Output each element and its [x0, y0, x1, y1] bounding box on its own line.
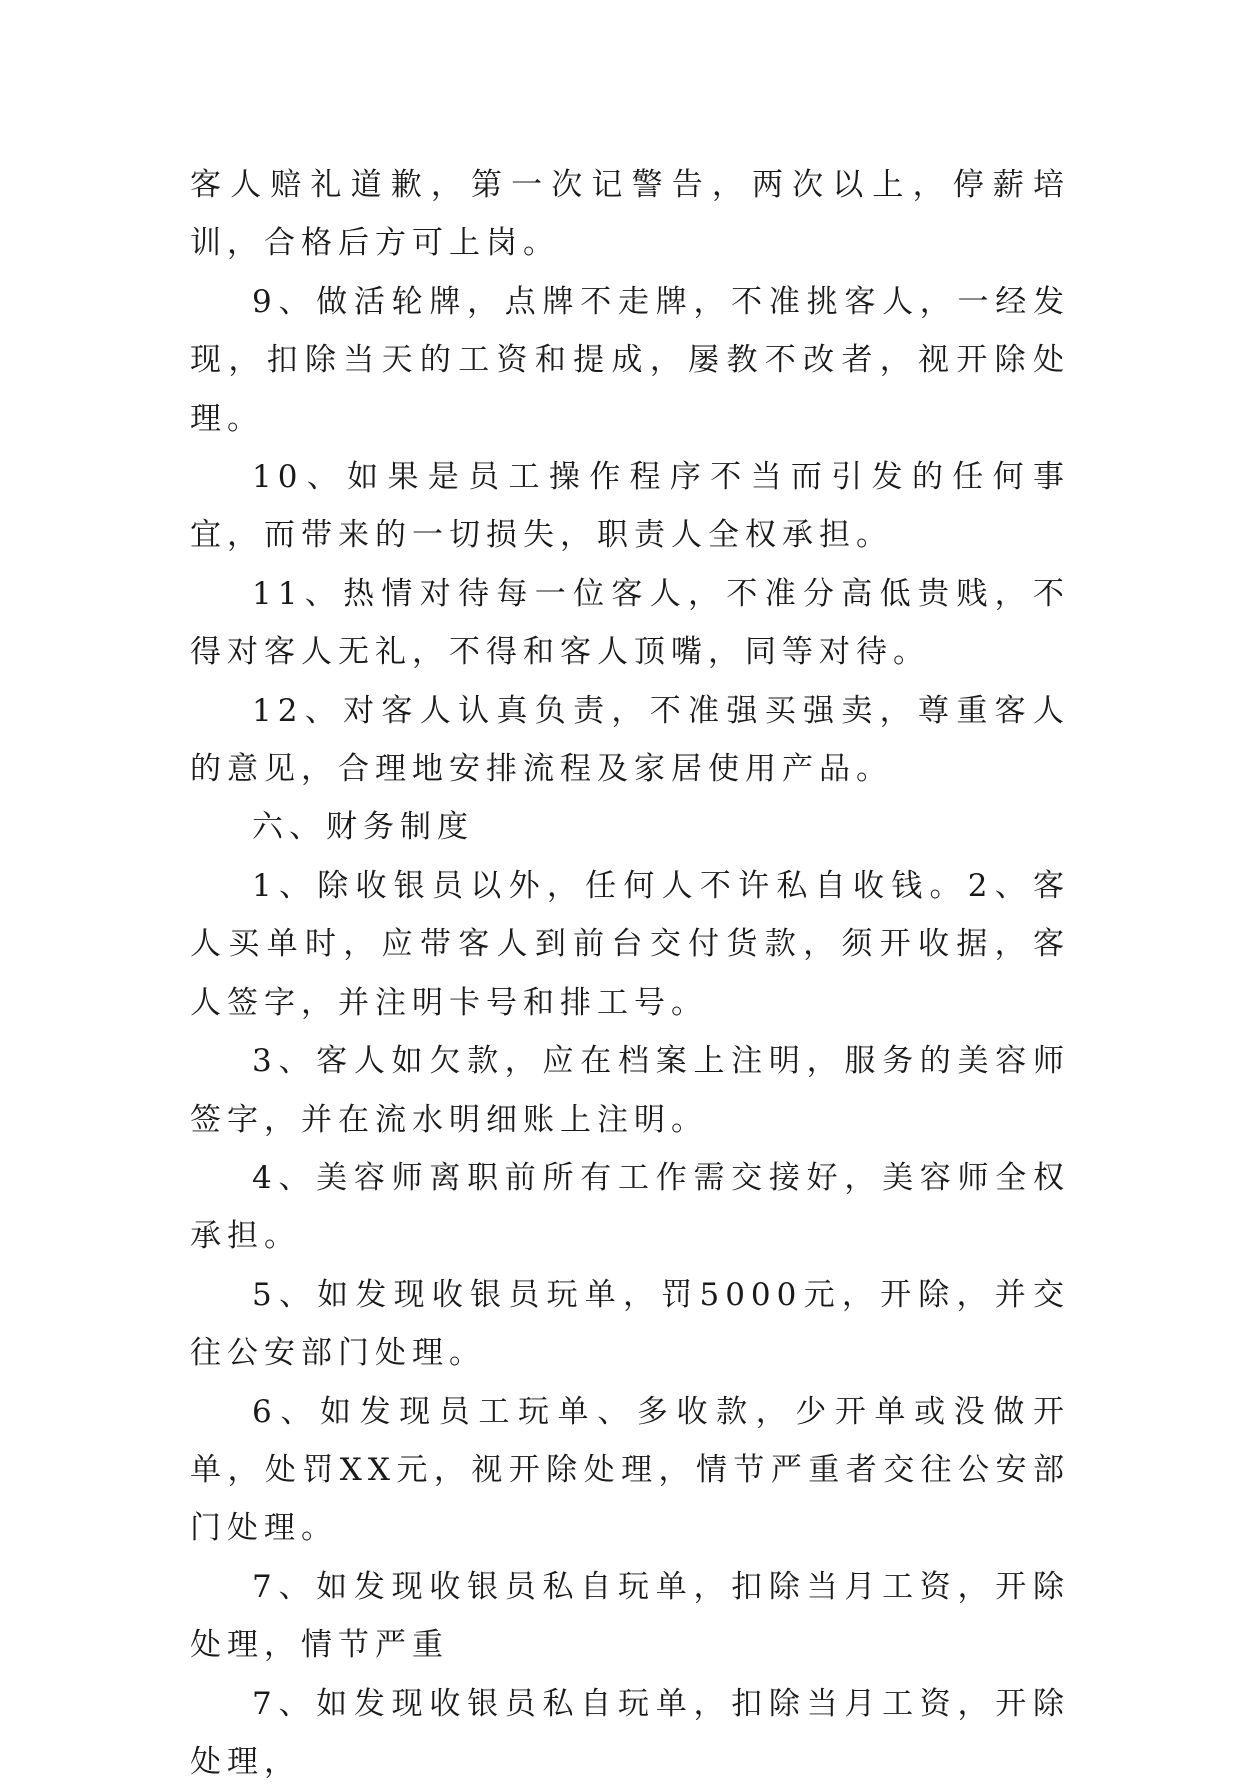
- paragraph-rule-9: 9、做活轮牌，点牌不走牌，不准挑客人，一经发现，扣除当天的工资和提成，屡教不改者，视开除处理。: [190, 283, 1070, 437]
- paragraph-finance-3: 3、客人如欠款，应在档案上注明，服务的美容师签字，并在流水明细账上注明。: [190, 1043, 1070, 1138]
- paragraph-rule-11: 11、热情对待每一位客人，不准分高低贵贱，不得对客人无礼，不得和客人顶嘴，同等对待。: [190, 575, 1070, 671]
- paragraph-rule-12: 12、对客人认真负责，不准强买强卖，尊重客人的意见，合理地安排流程及家居使用产品。: [190, 692, 1070, 788]
- paragraph-finance-1-2: 1、除收银员以外，任何人不许私自收钱。2、客人买单时，应带客人到前台交付货款，须开收据，客人签字，并注明卡号和排工号。: [190, 867, 1070, 1021]
- paragraph-finance-7-repeat: 7、如发现收银员私自玩单，扣除当月工资，开除处理，: [190, 1685, 1070, 1780]
- paragraph-finance-5: 5、如发现收银员玩单，罚5000元，开除，并交往公安部门处理。: [190, 1276, 1070, 1372]
- paragraph-finance-7: 7、如发现收银员私自玩单，扣除当月工资，开除处理，情节严重: [190, 1568, 1070, 1664]
- paragraph-finance-6: 6、如发现员工玩单、多收款，少开单或没做开单，处罚XX元，视开除处理，情节严重者交往公安部门处理。: [190, 1393, 1070, 1547]
- section-heading-finance: 六、财务制度: [252, 809, 474, 846]
- paragraph-rule-10: 10、如果是员工操作程序不当而引发的任何事宜，而带来的一切损失，职责人全权承担。: [190, 459, 1070, 554]
- paragraph-finance-4: 4、美容师离职前所有工作需交接好，美容师全权承担。: [190, 1159, 1070, 1255]
- paragraph-continuation: 客人赔礼道歉，第一次记警告，两次以上，停薪培训，合格后方可上岗。: [190, 167, 1070, 262]
- document-body: [190, 156, 1070, 1791]
